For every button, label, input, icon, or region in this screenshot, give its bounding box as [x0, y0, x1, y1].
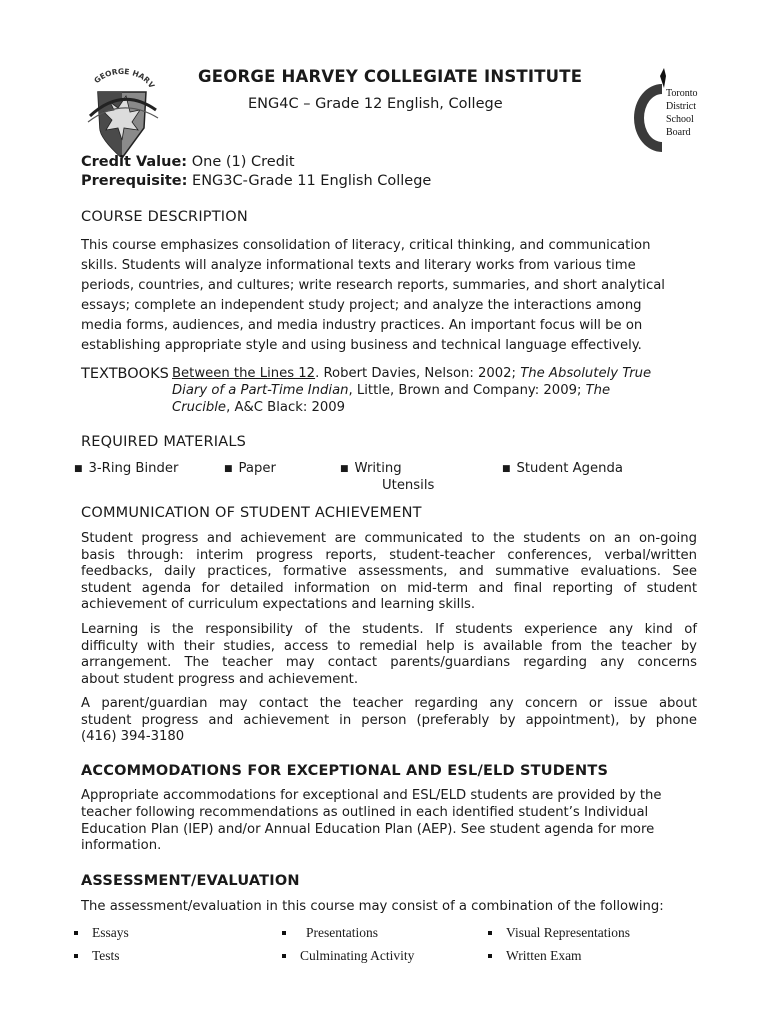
paragraph-line: teacher following recommendations as outlined in each identified student’s Individual — [81, 804, 649, 820]
paragraph-line: feedbacks, daily practices, formative assessments, and summative evaluations. See — [81, 564, 697, 580]
tdsb-line-1: Toronto — [666, 88, 698, 99]
textbook-2-title-b: Diary of a Part-Time Indian — [172, 382, 349, 398]
paragraph-line: A parent/guardian may contact the teacher regarding any concern or issue about — [81, 696, 697, 711]
credit-value-row — [81, 154, 295, 170]
credit-value: One (1) Credit — [191, 154, 295, 170]
communication-paragraph-1 — [81, 531, 697, 614]
assessment-heading: ASSESSMENT/EVALUATION — [81, 873, 300, 889]
assessment-item: Essays — [74, 925, 129, 941]
accommodations-text — [81, 788, 697, 855]
required-materials-heading: REQUIRED MATERIALS — [81, 434, 247, 450]
paragraph-line: information. — [81, 838, 162, 854]
paragraph-line: Appropriate accommodations for exceptional and ESL/ELD students are provided by the — [81, 788, 662, 803]
crest-lettering: GEORGE HARV — [92, 66, 157, 90]
paragraph-line: basis through: interim progress reports, student-teacher conferences, verbal/written — [81, 547, 697, 563]
description-line: establishing appropriate style and using business and technical language effectively. — [81, 338, 642, 353]
textbook-1-details: . Robert Davies, Nelson: 2002; — [315, 366, 521, 381]
bullet-icon — [282, 931, 286, 935]
textbook-3-title-a: The — [585, 382, 611, 398]
communication-heading: COMMUNICATION OF STUDENT ACHIEVEMENT — [81, 505, 422, 521]
assessment-intro: The assessment/evaluation in this course may consist of a combination of the following: — [81, 899, 664, 914]
paragraph-line: about student progress and achievement. — [81, 671, 359, 687]
bullet-icon — [282, 954, 286, 958]
textbooks-heading: TEXTBOOKS — [81, 366, 169, 382]
textbook-1-title: Between the Lines 12 — [172, 366, 316, 381]
paragraph-line: difficulty with their studies, access to remedial help is available from the teacher by — [81, 638, 697, 654]
textbook-2-title-a: The Absolutely True — [520, 366, 652, 381]
school-name: GEORGE HARVEY COLLEGIATE INSTITUTE — [198, 67, 583, 86]
assessment-item: Culminating Activity — [282, 948, 414, 964]
paragraph-line: student progress and achievement in person (preferably by appointment), by phone — [81, 712, 697, 728]
bullet-icon — [74, 931, 78, 935]
material-item-continued: Utensils — [382, 478, 435, 493]
prerequisite-row — [81, 173, 431, 189]
material-item: ■ Writing — [340, 461, 402, 476]
prerequisite-label: Prerequisite: — [81, 173, 188, 189]
bullet-icon — [74, 954, 78, 958]
material-item: ■ Student Agenda — [502, 461, 623, 476]
assessment-item: Tests — [74, 948, 120, 964]
accommodations-heading: ACCOMMODATIONS FOR EXCEPTIONAL AND ESL/ELD STUDENTS — [81, 763, 609, 779]
course-title: ENG4C – Grade 12 English, College — [248, 96, 503, 112]
paragraph-line: Student progress and achievement are communicated to the students on an on-going — [81, 531, 697, 546]
svg-text:GEORGE HARVEY — [84, 66, 157, 90]
bullet-icon: ■ — [340, 464, 349, 474]
communication-paragraph-3 — [81, 696, 697, 746]
description-line: essays; complete an independent study project; and analyze the interactions among — [81, 298, 642, 313]
tdsb-line-2: District — [666, 101, 696, 112]
tdsb-line-3: School — [666, 114, 694, 125]
paragraph-line: student agenda for detailed information on mid-term and final reporting of student — [81, 580, 697, 596]
paragraph-line: arrangement. The teacher may contact parents/guardians regarding any concerns — [81, 655, 697, 671]
bullet-icon: ■ — [224, 464, 233, 474]
assessment-item: Visual Representations — [488, 925, 630, 941]
bullet-icon — [488, 931, 492, 935]
school-crest-logo — [84, 66, 160, 162]
bullet-icon — [488, 954, 492, 958]
paragraph-line: (416) 394-3180 — [81, 729, 185, 745]
course-description-heading: COURSE DESCRIPTION — [81, 209, 248, 225]
bullet-icon: ■ — [74, 464, 83, 474]
bullet-icon: ■ — [502, 464, 511, 474]
description-line: periods, countries, and cultures; write research reports, summaries, and short analytical — [81, 278, 665, 293]
tdsb-logo — [624, 66, 708, 158]
textbook-3-details: , A&C Black: 2009 — [226, 399, 346, 415]
tdsb-line-4: Board — [666, 127, 691, 138]
assessment-item: Written Exam — [488, 948, 582, 964]
material-item: ■ 3-Ring Binder — [74, 461, 179, 476]
textbooks-list — [172, 366, 702, 416]
credit-label: Credit Value: — [81, 154, 188, 170]
description-line: skills. Students will analyze informational texts and literary works from various time — [81, 258, 636, 273]
course-description-text — [81, 236, 697, 356]
paragraph-line: Learning is the responsibility of the students. If students experience any kind of — [81, 622, 697, 637]
communication-paragraph-2 — [81, 622, 697, 688]
description-line: media forms, audiences, and media industry practices. An important focus will be on — [81, 318, 643, 333]
paragraph-line: Education Plan (IEP) and/or Annual Education Plan (AEP). See student agenda for more — [81, 821, 655, 837]
assessment-item: Presentations — [282, 925, 378, 941]
description-line: This course emphasizes consolidation of literacy, critical thinking, and communication — [81, 238, 651, 253]
textbook-3-title-b: Crucible — [172, 399, 227, 415]
prerequisite-value: ENG3C-Grade 11 English College — [192, 173, 432, 189]
textbook-2-details: , Little, Brown and Company: 2009; — [348, 382, 586, 398]
paragraph-line: achievement of curriculum expectations and learning skills. — [81, 597, 476, 613]
material-item: ■ Paper — [224, 461, 276, 476]
